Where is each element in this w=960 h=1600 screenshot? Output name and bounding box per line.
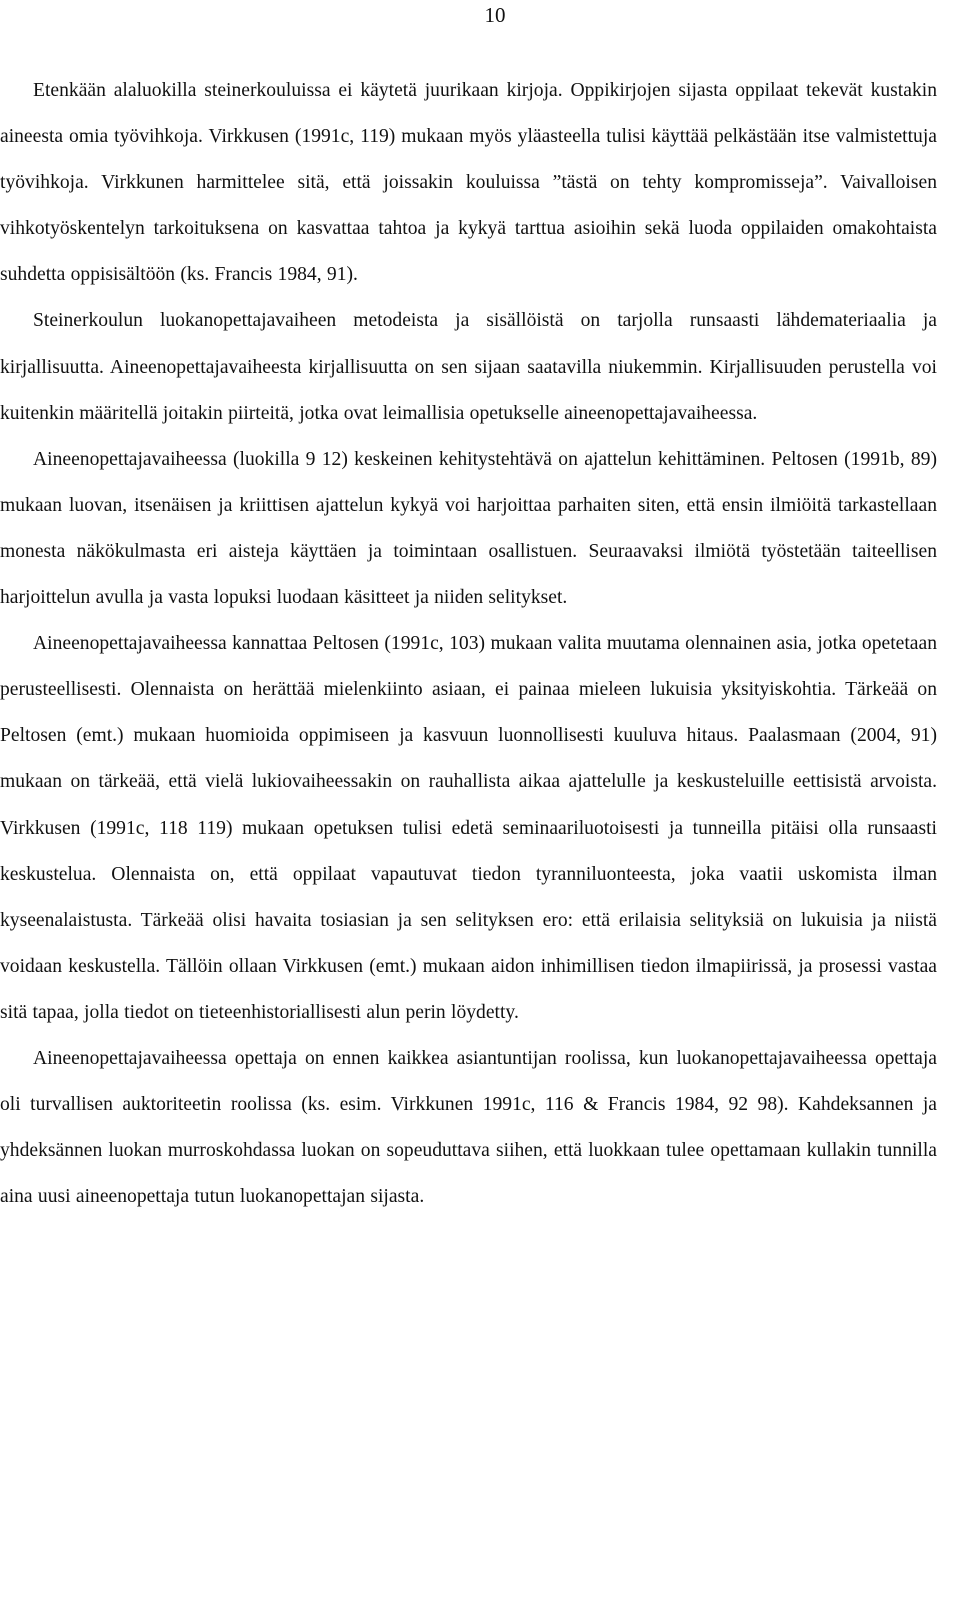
paragraph-4: Aineenopettajavaiheessa kannattaa Peltosen (1991c, 103) mukaan valita muutama olennainen asia, jotka opetetaan perusteellisesti. Olennaista on herättää mielenkiinto asiaan, ei painaa mieleen lukuisia yksityiskohtia. Tärkeää on Peltosen (emt.) mukaan huomioida oppimiseen ja kasvuun luonnollisesti kuuluva hitaus. Paalasmaan (2004, 91) mukaan on tärkeää, että vielä lukiovaiheessakin on rauhallista aikaa ajattelulle ja keskusteluille eettisistä arvoista. Virkkusen (1991c, 118 119) mukaan opetuksen tulisi edetä seminaariluotoisesti ja tunneilla pitäisi olla runsaasti keskustelua. Olennaista on, että oppilaat vapautuvat tiedon tyranniluonteesta, joka vaatii uskomista ilman kyseenalaistusta. Tärkeää olisi havaita tosiasian ja sen selityksen ero: että erilaisia selityksiä on lukuisia ja niistä voidaan keskustella. Tällöin ollaan Virkkusen (emt.) mukaan aidon inhimillisen tiedon ilmapiirissä, ja prosessi vastaa sitä tapaa, jolla tiedot on tieteenhistoriallisesti alun perin löydetty.	[0, 633, 937, 1023]
body-text	[0, 68, 937, 1220]
paragraph-3: Aineenopettajavaiheessa (luokilla 9 12) keskeinen kehitystehtävä on ajattelun kehittäminen. Peltosen (1991b, 89) mukaan luovan, itsenäisen ja kriittisen ajattelun kykyä voi harjoittaa parhaiten siten, että ensin ilmiöitä tarkastellaan monesta näkökulmasta eri aisteja käyttäen ja toimintaan osallistuen. Seuraavaksi ilmiötä työstetään taiteellisen harjoittelun avulla ja vasta lopuksi luodaan käsitteet ja niiden selitykset.	[0, 448, 937, 609]
page-number: 10	[484, 3, 506, 27]
paragraph-1: Etenkään alaluokilla steinerkouluissa ei käytetä juurikaan kirjoja. Oppikirjojen sijasta oppilaat tekevät kustakin aineesta omia työvihkoja. Virkkusen (1991c, 119) mukaan myös yläasteella tulisi käyttää pelkästään itse valmistettuja työvihkoja. Virkkunen harmittelee sitä, että joissakin kouluissa ”tästä on tehty kompromisseja”. Vaivalloisen vihkotyöskentelyn tarkoituksena on kasvattaa tahtoa ja kykyä tarttua asioihin sekä luoda oppilaiden omakohtaista suhdetta oppisisältöön (ks. Francis 1984, 91).	[0, 80, 937, 286]
paragraph-2: Steinerkoulun luokanopettajavaiheen metodeista ja sisällöistä on tarjolla runsaasti lähdemateriaalia ja kirjallisuutta. Aineenopettajavaiheesta kirjallisuutta on sen sijaan saatavilla niukemmin. Kirjallisuuden perustella voi kuitenkin määritellä joitakin piirteitä, jotka ovat leimallisia opetukselle aineenopettajavaiheessa.	[0, 310, 937, 424]
paragraph-5: Aineenopettajavaiheessa opettaja on ennen kaikkea asiantuntijan roolissa, kun luokanopettajavaiheessa opettaja oli turvallisen auktoriteetin roolissa (ks. esim. Virkkunen 1991c, 116 & Francis 1984, 92 98). Kahdeksannen ja yhdeksännen luokan murroskohdassa luokan on sopeuduttava siihen, että luokkaan tulee opettamaan kullakin tunnilla aina uusi aineenopettaja tutun luokanopettajan sijasta.	[0, 1047, 937, 1208]
